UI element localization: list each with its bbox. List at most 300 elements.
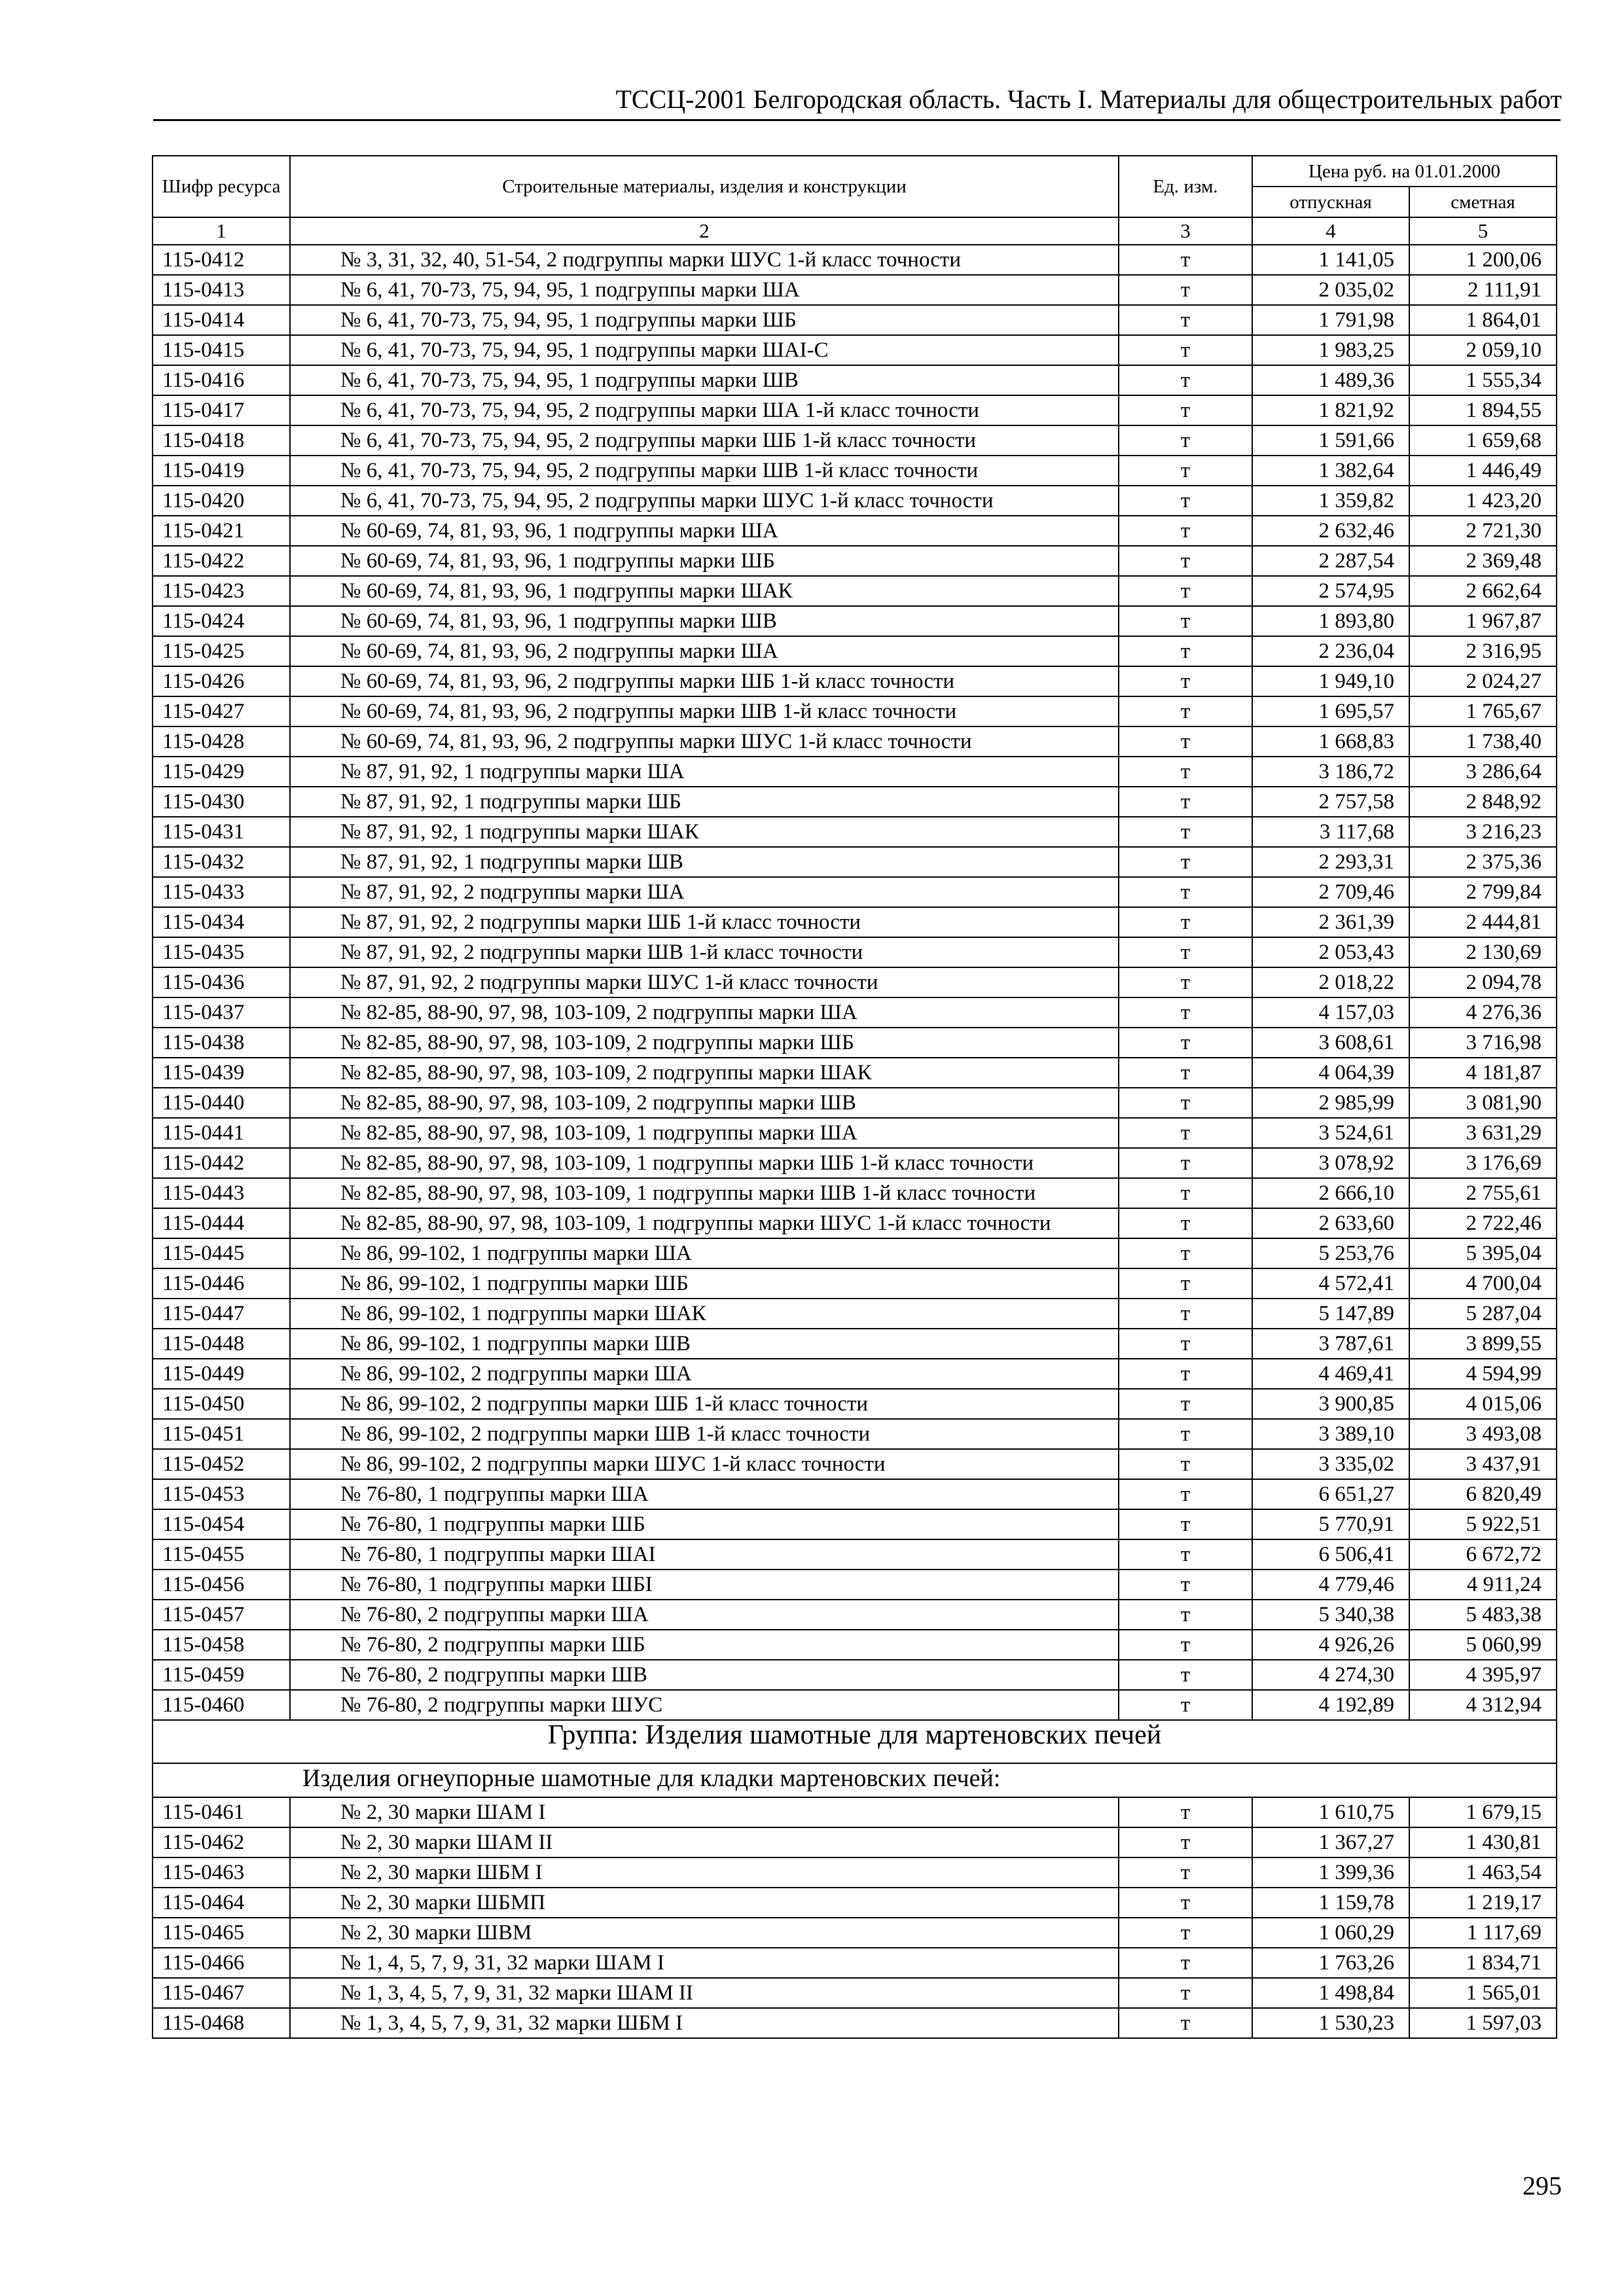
release-price: 2 236,04 [1252, 636, 1409, 666]
release-price: 2 293,31 [1252, 847, 1409, 877]
resource-code: 115-0439 [153, 1058, 290, 1088]
table-row [153, 456, 1557, 486]
resource-code: 115-0429 [153, 757, 290, 787]
unit: т [1119, 1118, 1252, 1148]
material-name: № 82-85, 88-90, 97, 98, 103-109, 1 подгруппы марки ШБ 1-й класс точности [340, 1151, 1034, 1175]
table-row [153, 395, 1557, 425]
table-row [153, 335, 1557, 365]
estimate-price: 2 662,64 [1409, 576, 1557, 606]
material-name: № 86, 99-102, 2 подгруппы марки ША [340, 1362, 692, 1386]
estimate-price: 4 276,36 [1409, 997, 1557, 1028]
material-name-cell [290, 1918, 1119, 1948]
release-price: 3 524,61 [1252, 1118, 1409, 1148]
estimate-price: 2 130,69 [1409, 937, 1557, 967]
material-name: № 2, 30 марки ШАМ I [340, 1801, 546, 1824]
estimate-price: 1 597,03 [1409, 2008, 1557, 2038]
table-row [153, 1918, 1557, 1948]
material-name-cell [290, 1509, 1119, 1539]
table-row [153, 726, 1557, 757]
table-row [153, 877, 1557, 907]
resource-code: 115-0414 [153, 305, 290, 335]
table-row [153, 1660, 1557, 1690]
material-name-cell [290, 456, 1119, 486]
material-name-cell [290, 847, 1119, 877]
release-price: 6 651,27 [1252, 1479, 1409, 1509]
release-price: 4 192,89 [1252, 1690, 1409, 1720]
col-header-name: Строительные материалы, изделия и конструкции [290, 156, 1119, 217]
material-name: № 86, 99-102, 2 подгруппы марки ШВ 1-й класс точности [340, 1422, 871, 1446]
unit: т [1119, 847, 1252, 877]
release-price: 1 695,57 [1252, 696, 1409, 726]
material-name-cell [290, 726, 1119, 757]
material-name-cell [290, 2008, 1119, 2038]
unit: т [1119, 1948, 1252, 1978]
table-row [153, 245, 1557, 275]
table-row [153, 1148, 1557, 1178]
resource-code: 115-0448 [153, 1329, 290, 1359]
material-name: № 87, 91, 92, 1 подгруппы марки ШВ [340, 850, 683, 874]
material-name-cell [290, 967, 1119, 997]
col-number: 4 [1252, 217, 1409, 245]
material-name-cell [290, 1148, 1119, 1178]
release-price: 2 287,54 [1252, 546, 1409, 576]
resource-code: 115-0434 [153, 907, 290, 937]
resource-code: 115-0440 [153, 1088, 290, 1118]
material-name: № 6, 41, 70-73, 75, 94, 95, 1 подгруппы марки ША [340, 278, 800, 302]
material-name: № 76-80, 1 подгруппы марки ШАI [340, 1543, 656, 1566]
unit: т [1119, 1978, 1252, 2008]
material-name-cell [290, 997, 1119, 1028]
unit: т [1119, 1570, 1252, 1600]
estimate-price: 1 446,49 [1409, 456, 1557, 486]
release-price: 1 821,92 [1252, 395, 1409, 425]
material-name: № 3, 31, 32, 40, 51-54, 2 подгруппы марки ШУС 1-й класс точности [340, 248, 962, 272]
release-price: 1 489,36 [1252, 365, 1409, 395]
release-price: 1 367,27 [1252, 1827, 1409, 1857]
unit: т [1119, 726, 1252, 757]
material-name: № 6, 41, 70-73, 75, 94, 95, 2 подгруппы марки ША 1-й класс точности [340, 399, 979, 422]
material-name: № 76-80, 1 подгруппы марки ША [340, 1482, 649, 1506]
estimate-price: 3 081,90 [1409, 1088, 1557, 1118]
resource-code: 115-0431 [153, 817, 290, 847]
unit: т [1119, 456, 1252, 486]
table-row [153, 907, 1557, 937]
resource-code: 115-0418 [153, 425, 290, 456]
material-name-cell [290, 666, 1119, 696]
resource-code: 115-0432 [153, 847, 290, 877]
release-price: 2 018,22 [1252, 967, 1409, 997]
release-price: 1 983,25 [1252, 335, 1409, 365]
material-name: № 86, 99-102, 1 подгруппы марки ША [340, 1242, 692, 1265]
unit: т [1119, 1329, 1252, 1359]
release-price: 2 985,99 [1252, 1088, 1409, 1118]
table-row [153, 1178, 1557, 1208]
material-name: № 60-69, 74, 81, 93, 96, 2 подгруппы марки ШВ 1-й класс точности [340, 700, 957, 723]
resource-code: 115-0424 [153, 606, 290, 636]
material-name-cell [290, 1268, 1119, 1299]
col-header-release: отпускная [1252, 187, 1409, 217]
release-price: 4 779,46 [1252, 1570, 1409, 1600]
group-title-row [153, 1720, 1557, 1763]
unit: т [1119, 696, 1252, 726]
unit: т [1119, 1178, 1252, 1208]
table-row [153, 1449, 1557, 1479]
material-name: № 87, 91, 92, 1 подгруппы марки ШАК [340, 820, 699, 844]
material-name: № 76-80, 2 подгруппы марки ШБ [340, 1633, 645, 1657]
resource-code: 115-0460 [153, 1690, 290, 1720]
estimate-price: 1 463,54 [1409, 1857, 1557, 1888]
group-title: Группа: Изделия шамотные для мартеновских печей [153, 1720, 1557, 1763]
estimate-price: 5 287,04 [1409, 1299, 1557, 1329]
estimate-price: 1 894,55 [1409, 395, 1557, 425]
estimate-price: 1 738,40 [1409, 726, 1557, 757]
estimate-price: 6 672,72 [1409, 1539, 1557, 1570]
release-price: 2 361,39 [1252, 907, 1409, 937]
unit: т [1119, 1690, 1252, 1720]
estimate-price: 1 430,81 [1409, 1827, 1557, 1857]
group-section [153, 1720, 1557, 1797]
estimate-price: 5 922,51 [1409, 1509, 1557, 1539]
table-body-main [153, 245, 1557, 1720]
resource-code: 115-0412 [153, 245, 290, 275]
resource-code: 115-0436 [153, 967, 290, 997]
material-name-cell [290, 1058, 1119, 1088]
resource-code: 115-0426 [153, 666, 290, 696]
unit: т [1119, 997, 1252, 1028]
material-name-cell [290, 395, 1119, 425]
material-name: № 76-80, 2 подгруппы марки ШУС [340, 1693, 663, 1717]
unit: т [1119, 666, 1252, 696]
estimate-price: 3 631,29 [1409, 1118, 1557, 1148]
unit: т [1119, 1918, 1252, 1948]
material-name: № 6, 41, 70-73, 75, 94, 95, 1 подгруппы марки ШВ [340, 368, 799, 392]
estimate-price: 2 059,10 [1409, 335, 1557, 365]
release-price: 1 530,23 [1252, 2008, 1409, 2038]
column-number-row [153, 217, 1557, 245]
material-name-cell [290, 907, 1119, 937]
resource-code: 115-0430 [153, 787, 290, 817]
unit: т [1119, 907, 1252, 937]
resource-code: 115-0415 [153, 335, 290, 365]
material-name-cell [290, 1479, 1119, 1509]
table-row [153, 636, 1557, 666]
material-name: № 76-80, 1 подгруппы марки ШБ [340, 1513, 645, 1536]
material-name-cell [290, 1389, 1119, 1419]
unit: т [1119, 1660, 1252, 1690]
material-name-cell [290, 1208, 1119, 1238]
material-name-cell [290, 1028, 1119, 1058]
estimate-price: 1 765,67 [1409, 696, 1557, 726]
estimate-price: 5 395,04 [1409, 1238, 1557, 1268]
resource-code: 115-0445 [153, 1238, 290, 1268]
col-header-price: Цена руб. на 01.01.2000 [1252, 156, 1557, 187]
unit: т [1119, 606, 1252, 636]
unit: т [1119, 1509, 1252, 1539]
estimate-price: 2 111,91 [1409, 275, 1557, 305]
material-name: № 60-69, 74, 81, 93, 96, 2 подгруппы марки ШБ 1-й класс точности [340, 670, 955, 693]
table-row [153, 1088, 1557, 1118]
resource-code: 115-0442 [153, 1148, 290, 1178]
table-row [153, 1509, 1557, 1539]
table-row [153, 1058, 1557, 1088]
release-price: 1 382,64 [1252, 456, 1409, 486]
release-price: 1 591,66 [1252, 425, 1409, 456]
material-name: № 76-80, 1 подгруппы марки ШБI [340, 1573, 653, 1596]
unit: т [1119, 305, 1252, 335]
material-name-cell [290, 937, 1119, 967]
release-price: 2 757,58 [1252, 787, 1409, 817]
table-row [153, 1690, 1557, 1720]
release-price: 1 949,10 [1252, 666, 1409, 696]
unit: т [1119, 967, 1252, 997]
unit: т [1119, 1088, 1252, 1118]
material-name-cell [290, 757, 1119, 787]
resource-code: 115-0419 [153, 456, 290, 486]
material-name: № 87, 91, 92, 2 подгруппы марки ША [340, 880, 685, 904]
release-price: 3 186,72 [1252, 757, 1409, 787]
unit: т [1119, 275, 1252, 305]
material-name-cell [290, 636, 1119, 666]
material-name: № 86, 99-102, 2 подгруппы марки ШУС 1-й класс точности [340, 1452, 886, 1476]
estimate-price: 4 594,99 [1409, 1359, 1557, 1389]
material-name: № 60-69, 74, 81, 93, 96, 1 подгруппы марки ШВ [340, 609, 777, 633]
unit: т [1119, 335, 1252, 365]
col-number: 1 [153, 217, 290, 245]
material-name-cell [290, 1449, 1119, 1479]
material-name-cell [290, 1238, 1119, 1268]
release-price: 1 060,29 [1252, 1918, 1409, 1948]
unit: т [1119, 1479, 1252, 1509]
resource-code: 115-0443 [153, 1178, 290, 1208]
unit: т [1119, 1208, 1252, 1238]
table-row [153, 516, 1557, 546]
table-row [153, 1238, 1557, 1268]
release-price: 2 633,60 [1252, 1208, 1409, 1238]
resource-code: 115-0441 [153, 1118, 290, 1148]
estimate-price: 2 848,92 [1409, 787, 1557, 817]
release-price: 3 787,61 [1252, 1329, 1409, 1359]
release-price: 1 668,83 [1252, 726, 1409, 757]
table-row [153, 666, 1557, 696]
release-price: 2 035,02 [1252, 275, 1409, 305]
unit: т [1119, 486, 1252, 516]
page-number: 295 [1523, 2171, 1562, 2200]
estimate-price: 2 444,81 [1409, 907, 1557, 937]
unit: т [1119, 1600, 1252, 1630]
material-name: № 82-85, 88-90, 97, 98, 103-109, 1 подгруппы марки ШВ 1-й класс точности [340, 1181, 1036, 1205]
page-header-title: ТССЦ-2001 Белгородская область. Часть I. Материалы для общестроительных работ [615, 84, 1562, 114]
release-price: 4 064,39 [1252, 1058, 1409, 1088]
unit: т [1119, 1359, 1252, 1389]
material-name-cell [290, 1088, 1119, 1118]
table-row [153, 937, 1557, 967]
material-name-cell [290, 1419, 1119, 1449]
resource-code: 115-0454 [153, 1509, 290, 1539]
table-row [153, 576, 1557, 606]
release-price: 2 632,46 [1252, 516, 1409, 546]
table-row [153, 1479, 1557, 1509]
unit: т [1119, 1268, 1252, 1299]
resource-code: 115-0457 [153, 1600, 290, 1630]
resource-code: 115-0417 [153, 395, 290, 425]
unit: т [1119, 2008, 1252, 2038]
resource-code: 115-0423 [153, 576, 290, 606]
resource-code: 115-0433 [153, 877, 290, 907]
material-name: № 82-85, 88-90, 97, 98, 103-109, 2 подгруппы марки ШБ [340, 1031, 854, 1054]
release-price: 3 078,92 [1252, 1148, 1409, 1178]
table-row [153, 2008, 1557, 2038]
estimate-price: 5 483,38 [1409, 1600, 1557, 1630]
estimate-price: 2 721,30 [1409, 516, 1557, 546]
release-price: 1 610,75 [1252, 1797, 1409, 1827]
material-name: № 87, 91, 92, 2 подгруппы марки ШВ 1-й класс точности [340, 941, 863, 964]
material-name-cell [290, 1359, 1119, 1389]
estimate-price: 2 316,95 [1409, 636, 1557, 666]
estimate-price: 1 967,87 [1409, 606, 1557, 636]
estimate-price: 4 015,06 [1409, 1389, 1557, 1419]
estimate-price: 1 834,71 [1409, 1948, 1557, 1978]
unit: т [1119, 365, 1252, 395]
resource-code: 115-0455 [153, 1539, 290, 1570]
col-number: 5 [1409, 217, 1557, 245]
header-rule [153, 119, 1561, 121]
resource-code: 115-0465 [153, 1918, 290, 1948]
col-number: 2 [290, 217, 1119, 245]
release-price: 4 274,30 [1252, 1660, 1409, 1690]
material-name: № 6, 41, 70-73, 75, 94, 95, 1 подгруппы марки ШАI-С [340, 338, 829, 362]
material-name: № 82-85, 88-90, 97, 98, 103-109, 2 подгруппы марки ШАК [340, 1061, 872, 1085]
table-row [153, 1359, 1557, 1389]
resource-code: 115-0425 [153, 636, 290, 666]
material-name-cell [290, 335, 1119, 365]
unit: т [1119, 787, 1252, 817]
unit: т [1119, 1389, 1252, 1419]
estimate-price: 3 176,69 [1409, 1148, 1557, 1178]
release-price: 1 498,84 [1252, 1978, 1409, 2008]
release-price: 4 469,41 [1252, 1359, 1409, 1389]
material-name: № 1, 3, 4, 5, 7, 9, 31, 32 марки ШБМ I [340, 2011, 683, 2035]
material-name-cell [290, 1570, 1119, 1600]
table-row [153, 967, 1557, 997]
table-row [153, 1028, 1557, 1058]
material-name: № 60-69, 74, 81, 93, 96, 1 подгруппы марки ШБ [340, 549, 775, 573]
table-row [153, 847, 1557, 877]
material-name: № 86, 99-102, 2 подгруппы марки ШБ 1-й класс точности [340, 1392, 869, 1416]
material-name: № 6, 41, 70-73, 75, 94, 95, 2 подгруппы марки ШБ 1-й класс точности [340, 429, 977, 452]
table-row [153, 1299, 1557, 1329]
resource-code: 115-0438 [153, 1028, 290, 1058]
estimate-price: 2 799,84 [1409, 877, 1557, 907]
material-name: № 6, 41, 70-73, 75, 94, 95, 1 подгруппы марки ШБ [340, 308, 797, 332]
estimate-price: 3 286,64 [1409, 757, 1557, 787]
resource-code: 115-0452 [153, 1449, 290, 1479]
resource-code: 115-0451 [153, 1419, 290, 1449]
material-name-cell [290, 1118, 1119, 1148]
unit: т [1119, 1888, 1252, 1918]
table-row [153, 1948, 1557, 1978]
unit: т [1119, 1058, 1252, 1088]
resource-code: 115-0461 [153, 1797, 290, 1827]
resource-code: 115-0458 [153, 1630, 290, 1660]
estimate-price: 3 716,98 [1409, 1028, 1557, 1058]
release-price: 1 159,78 [1252, 1888, 1409, 1918]
unit: т [1119, 1238, 1252, 1268]
estimate-price: 2 375,36 [1409, 847, 1557, 877]
estimate-price: 1 555,34 [1409, 365, 1557, 395]
table-row [153, 817, 1557, 847]
table-row [153, 1268, 1557, 1299]
table-row [153, 1389, 1557, 1419]
material-name: № 86, 99-102, 1 подгруппы марки ШБ [340, 1272, 689, 1295]
material-name-cell [290, 1630, 1119, 1660]
material-name-cell [290, 275, 1119, 305]
table-body-group [153, 1797, 1557, 2038]
material-name-cell [290, 1299, 1119, 1329]
estimate-price: 1 117,69 [1409, 1918, 1557, 1948]
unit: т [1119, 1857, 1252, 1888]
material-name: № 76-80, 2 подгруппы марки ША [340, 1603, 649, 1626]
table-row [153, 1570, 1557, 1600]
resource-code: 115-0421 [153, 516, 290, 546]
table-row [153, 1797, 1557, 1827]
material-name: № 86, 99-102, 1 подгруппы марки ШАК [340, 1302, 706, 1325]
unit: т [1119, 425, 1252, 456]
resource-code: 115-0444 [153, 1208, 290, 1238]
material-name-cell [290, 1888, 1119, 1918]
material-name: № 86, 99-102, 1 подгруппы марки ШВ [340, 1332, 691, 1355]
resource-code: 115-0453 [153, 1479, 290, 1509]
release-price: 2 574,95 [1252, 576, 1409, 606]
estimate-price: 3 493,08 [1409, 1419, 1557, 1449]
material-name: № 60-69, 74, 81, 93, 96, 1 подгруппы марки ШАК [340, 579, 793, 603]
table-row [153, 696, 1557, 726]
release-price: 4 926,26 [1252, 1630, 1409, 1660]
material-name-cell [290, 486, 1119, 516]
table-row [153, 1978, 1557, 2008]
release-price: 3 335,02 [1252, 1449, 1409, 1479]
material-name: № 76-80, 2 подгруппы марки ШВ [340, 1663, 647, 1687]
release-price: 4 157,03 [1252, 997, 1409, 1028]
material-name-cell [290, 1827, 1119, 1857]
estimate-price: 4 700,04 [1409, 1268, 1557, 1299]
material-name-cell [290, 787, 1119, 817]
unit: т [1119, 1797, 1252, 1827]
material-name-cell [290, 1660, 1119, 1690]
table-row [153, 1857, 1557, 1888]
release-price: 3 389,10 [1252, 1419, 1409, 1449]
release-price: 5 340,38 [1252, 1600, 1409, 1630]
estimate-price: 5 060,99 [1409, 1630, 1557, 1660]
unit: т [1119, 1028, 1252, 1058]
unit: т [1119, 1148, 1252, 1178]
unit: т [1119, 1539, 1252, 1570]
material-name: № 82-85, 88-90, 97, 98, 103-109, 2 подгруппы марки ША [340, 1001, 857, 1024]
material-name-cell [290, 1797, 1119, 1827]
material-name: № 87, 91, 92, 1 подгруппы марки ША [340, 760, 685, 783]
unit: т [1119, 516, 1252, 546]
estimate-price: 3 899,55 [1409, 1329, 1557, 1359]
material-name-cell [290, 1690, 1119, 1720]
table-row [153, 606, 1557, 636]
material-name: № 1, 3, 4, 5, 7, 9, 31, 32 марки ШАМ II [340, 1981, 693, 2005]
material-name: № 2, 30 марки ШВМ [340, 1921, 532, 1945]
resource-code: 115-0467 [153, 1978, 290, 2008]
resource-code: 115-0463 [153, 1857, 290, 1888]
table-row [153, 1630, 1557, 1660]
material-name: № 1, 4, 5, 7, 9, 31, 32 марки ШАМ I [340, 1951, 664, 1975]
release-price: 1 893,80 [1252, 606, 1409, 636]
resource-code: 115-0447 [153, 1299, 290, 1329]
